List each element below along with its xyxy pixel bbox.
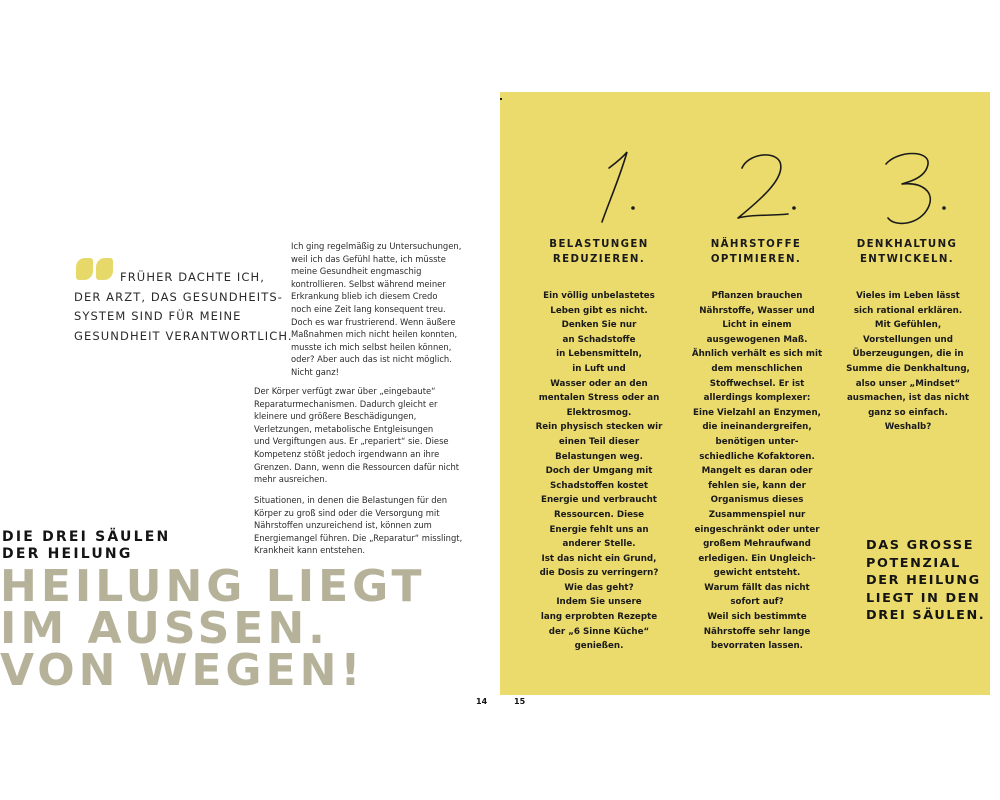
- body-text-line: Nicht ganz!: [291, 366, 339, 377]
- section-subheading: [2, 529, 170, 563]
- pillar-heading-line: ENTWICKELN.: [859, 253, 955, 265]
- body-text-line: und Vergiftungen aus. Er „repariert“ sie. Diese: [254, 436, 449, 447]
- body-text-line: Erkrankung blieb ich diesem Credo: [291, 291, 438, 302]
- pillar-text-line: Energie und verbraucht: [541, 495, 657, 506]
- pillar-heading-line: NÄHRSTOFFE: [710, 239, 802, 250]
- subheading-line: DIE DREI SÄULEN: [2, 529, 171, 545]
- pillar-text-line: Überzeugungen, die in: [852, 349, 964, 360]
- body-paragraph-3: [254, 494, 484, 557]
- pillar-text-line: also unser „Mindset“: [855, 378, 961, 389]
- pillar-text-line: benötigen unter-: [715, 436, 799, 447]
- body-text-line: noch eine Zeit lang konsequent treu.: [291, 303, 446, 314]
- pillar-text-line: Ähnlich verhält es sich mit: [691, 349, 823, 360]
- pillar-text-line: Weshalb?: [884, 422, 932, 433]
- pillar-text-line: gewicht entsteht.: [713, 568, 801, 579]
- body-text-line: Doch es war frustrierend. Wenn äußere: [291, 316, 456, 327]
- pull-quote: [74, 268, 293, 346]
- crop-mark: [500, 98, 502, 100]
- pillar-text-line: Ist das nicht ein Grund,: [541, 553, 657, 564]
- pillar-text-line: Rein physisch stecken wir: [535, 422, 663, 433]
- handwritten-numeral-1-icon: [565, 148, 685, 230]
- body-text-line: Körper zu groß sind oder die Versorgung mit: [254, 507, 440, 518]
- pillar-text-line: Wie das geht?: [564, 582, 634, 593]
- body-text-line: Der Körper verfügt zwar über „eingebaute“: [254, 386, 436, 396]
- pillar-text-line: Mangelt es daran oder: [701, 466, 813, 477]
- page-headline: [0, 561, 426, 696]
- closing-statement-line: POTENZIAL: [866, 555, 961, 571]
- body-text-line: Reparaturmechanismen. Dadurch gleicht er: [254, 398, 438, 409]
- pillar-text-line: Ein völlig unbelastetes: [543, 291, 655, 301]
- closing-statement-line: DAS GROSSE: [866, 538, 975, 553]
- body-text-line: Nährstoffen unzureichend ist, können zum: [254, 520, 432, 531]
- pillar-heading-line: DENKHALTUNG: [856, 239, 958, 250]
- pillar-text-line: anderer Stelle.: [562, 539, 636, 550]
- headline-line: IM AUSSEN.: [0, 603, 329, 654]
- pillar-text-line: fehlen sie, kann der: [708, 480, 806, 491]
- page-number-right: 15: [514, 697, 526, 706]
- closing-statement-line: LIEGT IN DEN: [866, 590, 981, 606]
- pull-quote-line: SYSTEM SIND FÜR MEINE: [74, 309, 242, 323]
- handwritten-numeral-2-icon: [698, 148, 818, 230]
- pillar-text-line: ganz so einfach.: [868, 407, 948, 418]
- pillar-text-line: die Dosis zu verringern?: [539, 568, 659, 579]
- pillar-text-line: Nährstoffe sehr lange: [703, 626, 811, 637]
- body-paragraph-2: [254, 385, 484, 486]
- pillar-text-line: Summe die Denkhaltung,: [846, 363, 970, 374]
- headline-line: VON WEGEN!: [0, 645, 365, 696]
- pillar-1-text: [509, 289, 689, 654]
- pillar-text-line: der „6 Sinne Küche“: [548, 626, 650, 637]
- pillar-text-line: Schadstoffen kostet: [550, 480, 648, 491]
- body-text-line: Kompetenz stößt jedoch irgendwann an ihre: [254, 448, 440, 459]
- pillar-text-line: einen Teil dieser: [558, 436, 640, 447]
- pillar-text-line: Indem Sie unsere: [556, 597, 642, 608]
- pillar-text-line: Elektrosmog.: [566, 407, 632, 418]
- pillar-text-line: eingeschränkt oder unter: [694, 524, 820, 535]
- headline-line: HEILUNG LIEGT: [0, 561, 426, 612]
- closing-statement-line: DER HEILUNG: [866, 573, 981, 589]
- pillar-text-line: Pflanzen brauchen: [711, 291, 803, 301]
- pillar-text-line: Nährstoffe, Wasser und: [699, 305, 815, 316]
- body-text-line: Energiemangel führen. Die „Reparatur“ misslingt,: [254, 532, 463, 543]
- pillar-heading-line: OPTIMIEREN.: [710, 253, 802, 265]
- pillar-text-line: bevorraten lassen.: [711, 641, 803, 652]
- pillar-text-line: Organismus dieses: [710, 495, 804, 506]
- pillar-text-line: großem Mehraufwand: [703, 539, 811, 550]
- pillar-text-line: genießen.: [574, 641, 624, 652]
- body-text-line: weil ich das Gefühl hatte, ich müsste: [291, 253, 446, 264]
- closing-statement-line: DREI SÄULEN.: [866, 608, 986, 624]
- body-text-line: musste ich mich selbst heilen können,: [291, 341, 452, 352]
- body-text-line: kontrollieren. Selbst während meiner: [291, 278, 446, 289]
- pillar-text-line: Belastungen weg.: [555, 451, 643, 462]
- pillar-text-line: dem menschlichen: [711, 363, 803, 374]
- closing-statement: [866, 537, 985, 625]
- pillar-text-line: Vorstellungen und: [863, 334, 953, 345]
- page-number-left: 14: [476, 697, 488, 706]
- pillar-text-line: Energie fehlt uns an: [549, 524, 649, 535]
- pillar-2-heading: [686, 238, 826, 267]
- handwritten-numeral-3-icon: [846, 148, 966, 230]
- pillar-text-line: sich rational erklären.: [853, 305, 963, 316]
- pillar-heading-line: REDUZIEREN.: [552, 253, 646, 265]
- body-text-line: meine Gesundheit engmaschig: [291, 266, 422, 277]
- pillar-text-line: ausmachen, ist das nicht: [846, 393, 970, 404]
- pillar-text-line: Eine Vielzahl an Enzymen,: [693, 407, 821, 418]
- pillar-text-line: die ineinandergreifen,: [702, 422, 812, 433]
- body-text-line: Maßnahmen mich nicht heilen konnten,: [291, 329, 458, 340]
- pillar-heading-line: BELASTUNGEN: [549, 239, 649, 250]
- pillar-text-line: Vieles im Leben lässt: [856, 291, 960, 301]
- pillar-text-line: Zusammenspiel nur: [708, 509, 806, 520]
- body-text-line: mehr ausreichen.: [254, 474, 328, 485]
- pillar-text-line: allerdings komplexer:: [703, 393, 811, 404]
- pillar-text-line: Licht in einem: [722, 320, 792, 331]
- pull-quote-line: GESUNDHEIT VERANTWORTLICH.: [74, 328, 293, 343]
- pillar-text-line: Doch der Umgang mit: [545, 466, 653, 477]
- pillar-text-line: Warum fällt das nicht: [704, 582, 810, 593]
- pillar-text-line: Wasser oder an den: [550, 378, 648, 389]
- body-text-line: Situationen, in denen die Belastungen für den: [254, 495, 448, 505]
- pillar-text-line: Leben gibt es nicht.: [550, 305, 648, 316]
- pillar-text-line: Ressourcen. Diese: [553, 509, 645, 520]
- pillar-text-line: in Luft und: [572, 363, 626, 374]
- pillar-text-line: mentalen Stress oder an: [538, 393, 660, 404]
- body-text-line: oder? Aber auch das ist nicht möglich.: [291, 354, 452, 365]
- pillar-text-line: schiedliche Kofaktoren.: [699, 451, 815, 462]
- pillar-text-line: sofort auf?: [730, 597, 784, 608]
- pillar-text-line: Mit Gefühlen,: [874, 320, 942, 331]
- pillar-text-line: erledigen. Ein Ungleich-: [698, 553, 816, 564]
- pillar-text-line: lang erprobten Rezepte: [540, 612, 658, 623]
- subheading-line: DER HEILUNG: [2, 546, 133, 562]
- body-text-line: Verletzungen, metabolische Entgleisungen: [254, 423, 434, 434]
- body-text-line: Grenzen. Dann, wenn die Ressourcen dafür nicht: [254, 461, 460, 472]
- pull-quote-line: DER ARZT, DAS GESUNDHEITS-: [74, 289, 284, 304]
- body-text-line: kleinere und größere Beschädigungen,: [254, 411, 417, 422]
- pillar-3-text: [818, 289, 998, 435]
- pillar-text-line: in Lebensmitteln,: [556, 349, 642, 360]
- pillar-text-line: Denken Sie nur: [561, 320, 637, 331]
- body-text-line: Ich ging regelmäßig zu Untersuchungen,: [291, 241, 462, 251]
- pillar-1-heading: [529, 238, 669, 267]
- pillar-text-line: Weil sich bestimmte: [707, 612, 807, 623]
- body-text-line: Krankheit kann entstehen.: [254, 545, 366, 556]
- pillar-text-line: an Schadstoffe: [562, 334, 636, 345]
- pillar-text-line: Stoffwechsel. Er ist: [709, 378, 805, 389]
- body-paragraph-1: [291, 240, 481, 379]
- pull-quote-line: FRÜHER DACHTE ICH,: [120, 270, 266, 284]
- pillar-3-heading: [837, 238, 977, 267]
- pillar-text-line: ausgewogenen Maß.: [706, 334, 808, 345]
